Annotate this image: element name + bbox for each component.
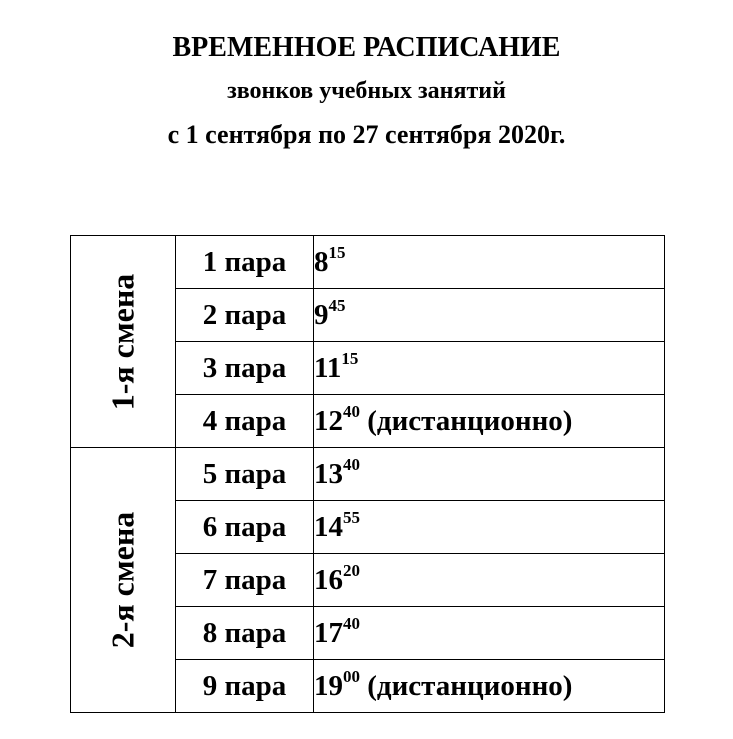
time-hour: 14 bbox=[314, 510, 343, 543]
time-cell bbox=[314, 501, 665, 554]
time-cell bbox=[314, 289, 665, 342]
date-range: с 1 сентября по 27 сентября 2020г. bbox=[167, 120, 566, 149]
time-minute: 00 bbox=[343, 666, 360, 686]
pair-cell: 4 пара bbox=[176, 395, 314, 448]
time-hour: 19 bbox=[314, 669, 343, 702]
time-hour: 16 bbox=[314, 563, 343, 596]
time-minute: 55 bbox=[343, 507, 360, 527]
shift-label: 2-я смена bbox=[104, 511, 141, 649]
time-minute: 40 bbox=[343, 613, 360, 633]
time-minute: 45 bbox=[328, 295, 346, 315]
shift-cell-1 bbox=[71, 236, 176, 448]
shift-cell-2 bbox=[71, 448, 176, 713]
time-cell bbox=[314, 236, 665, 289]
time-hour: 11 bbox=[314, 351, 342, 384]
schedule-table bbox=[70, 235, 665, 713]
time-minute: 20 bbox=[343, 560, 360, 580]
time-minute: 15 bbox=[328, 242, 346, 262]
table-row bbox=[71, 448, 665, 501]
time-hour: 13 bbox=[314, 457, 343, 490]
time-minute: 15 bbox=[341, 348, 359, 368]
pair-cell: 7 пара bbox=[176, 554, 314, 607]
time-cell bbox=[314, 448, 665, 501]
table-row bbox=[71, 236, 665, 289]
page-subtitle: звонков учебных занятий bbox=[227, 78, 506, 104]
time-note: (дистанционно) bbox=[360, 404, 573, 437]
time-cell bbox=[314, 395, 665, 448]
time-hour: 8 bbox=[314, 245, 329, 278]
pair-cell: 8 пара bbox=[176, 607, 314, 660]
time-hour: 17 bbox=[314, 616, 343, 649]
shift-label: 1-я смена bbox=[104, 273, 141, 410]
pair-cell: 6 пара bbox=[176, 501, 314, 554]
pair-cell: 1 пара bbox=[176, 236, 314, 289]
time-note: (дистанционно) bbox=[360, 669, 573, 702]
time-cell bbox=[314, 554, 665, 607]
time-cell bbox=[314, 342, 665, 395]
pair-cell: 5 пара bbox=[176, 448, 314, 501]
time-minute: 40 bbox=[343, 454, 360, 474]
page-title: ВРЕМЕННОЕ РАСПИСАНИЕ bbox=[172, 32, 561, 63]
pair-cell: 3 пара bbox=[176, 342, 314, 395]
time-hour: 12 bbox=[314, 404, 343, 437]
time-cell bbox=[314, 607, 665, 660]
time-hour: 9 bbox=[314, 298, 329, 331]
pair-cell: 9 пара bbox=[176, 660, 314, 713]
time-minute: 40 bbox=[343, 401, 360, 421]
time-cell bbox=[314, 660, 665, 713]
pair-cell: 2 пара bbox=[176, 289, 314, 342]
